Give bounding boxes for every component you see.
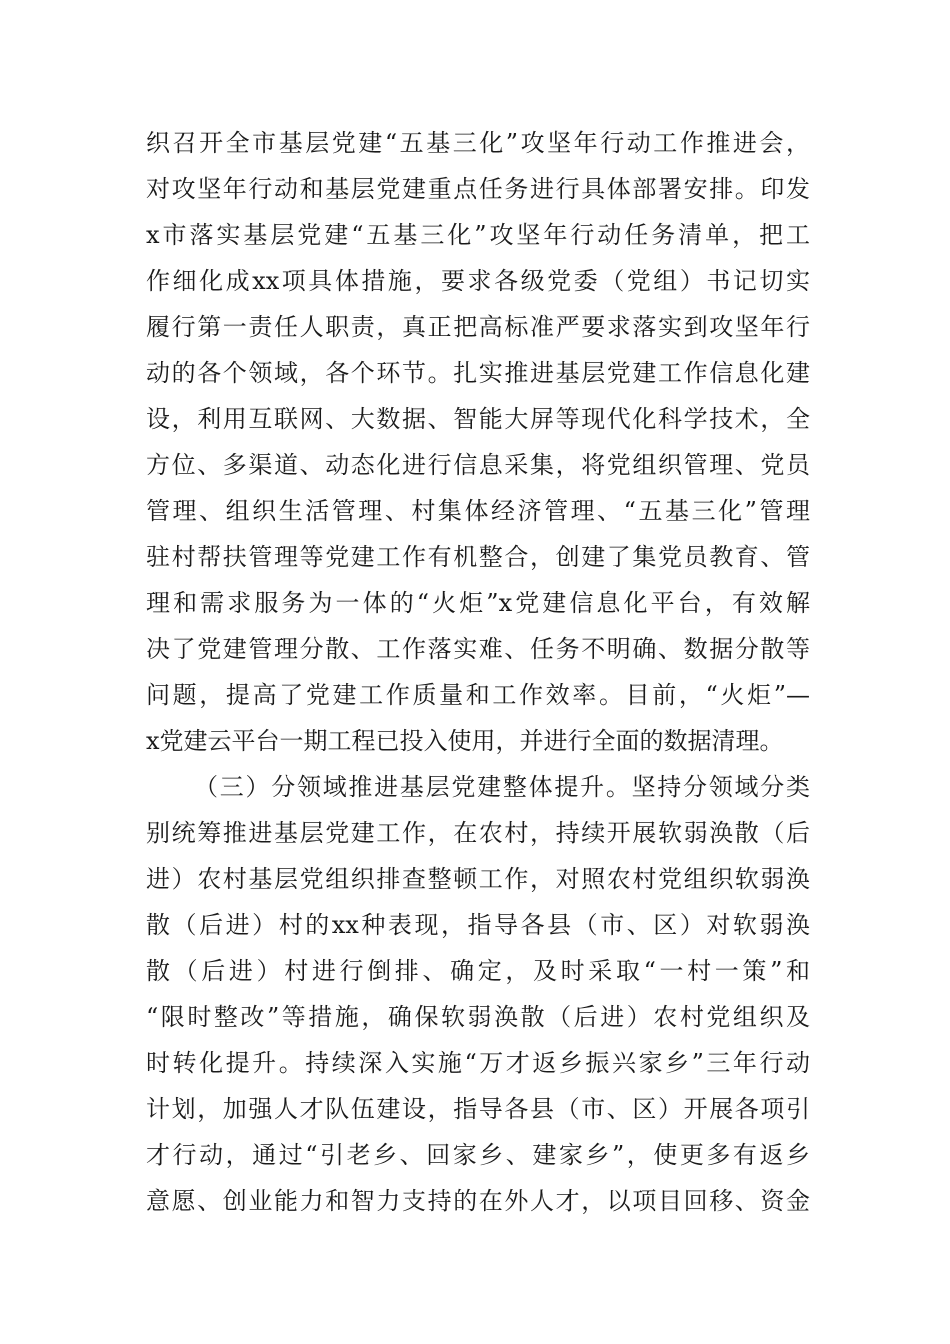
body-text-line: 别统筹推进基层党建工作，在农村，持续开展软弱涣散（后 xyxy=(146,819,810,847)
body-text-line: 才行动，通过“引老乡、回家乡、建家乡”，使更多有返乡 xyxy=(146,1141,810,1169)
body-text-line: 决了党建管理分散、工作落实难、任务不明确、数据分散等 xyxy=(146,635,810,663)
body-text-line: 作细化成xx项具体措施，要求各级党委（党组）书记切实 xyxy=(146,267,810,295)
body-text-line: 时转化提升。持续深入实施“万才返乡振兴家乡”三年行动 xyxy=(146,1049,810,1077)
body-text-line: 理和需求服务为一体的“火炬”x党建信息化平台，有效解 xyxy=(146,589,810,617)
body-text-line: “限时整改”等措施，确保软弱涣散（后进）农村党组织及 xyxy=(146,1003,810,1031)
body-text-line: 散（后进）村进行倒排、确定，及时采取“一村一策”和 xyxy=(146,957,810,985)
body-text-line: 意愿、创业能力和智力支持的在外人才，以项目回移、资金 xyxy=(146,1187,810,1215)
body-text-line: 履行第一责任人职责，真正把高标准严要求落实到攻坚年行 xyxy=(146,313,810,341)
body-text-line: x市落实基层党建“五基三化”攻坚年行动任务清单，把工 xyxy=(146,221,810,249)
body-text-line: 动的各个领域，各个环节。扎实推进基层党建工作信息化建 xyxy=(146,359,810,387)
body-text-line: 方位、多渠道、动态化进行信息采集，将党组织管理、党员 xyxy=(146,451,810,479)
body-text-line: 问题，提高了党建工作质量和工作效率。目前，“火炬”— xyxy=(146,681,810,709)
body-text-line: 计划，加强人才队伍建设，指导各县（市、区）开展各项引 xyxy=(146,1095,810,1123)
body-text-line: 设，利用互联网、大数据、智能大屏等现代化科学技术，全 xyxy=(146,405,810,433)
body-text-line: 进）农村基层党组织排查整顿工作，对照农村党组织软弱涣 xyxy=(146,865,810,893)
body-text-line: 织召开全市基层党建“五基三化”攻坚年行动工作推进会， xyxy=(146,129,810,157)
body-text-line: 管理、组织生活管理、村集体经济管理、“五基三化”管理 xyxy=(146,497,810,525)
body-text-line: 驻村帮扶管理等党建工作有机整合，创建了集党员教育、管 xyxy=(146,543,810,571)
section-heading-line: （三）分领域推进基层党建整体提升。坚持分领域分类 xyxy=(194,773,810,801)
body-text-line: 散（后进）村的xx种表现，指导各县（市、区）对软弱涣 xyxy=(146,911,810,939)
body-text-line: x党建云平台一期工程已投入使用，并进行全面的数据清理。 xyxy=(146,727,784,755)
body-text-line: 对攻坚年行动和基层党建重点任务进行具体部署安排。印发 xyxy=(146,175,810,203)
